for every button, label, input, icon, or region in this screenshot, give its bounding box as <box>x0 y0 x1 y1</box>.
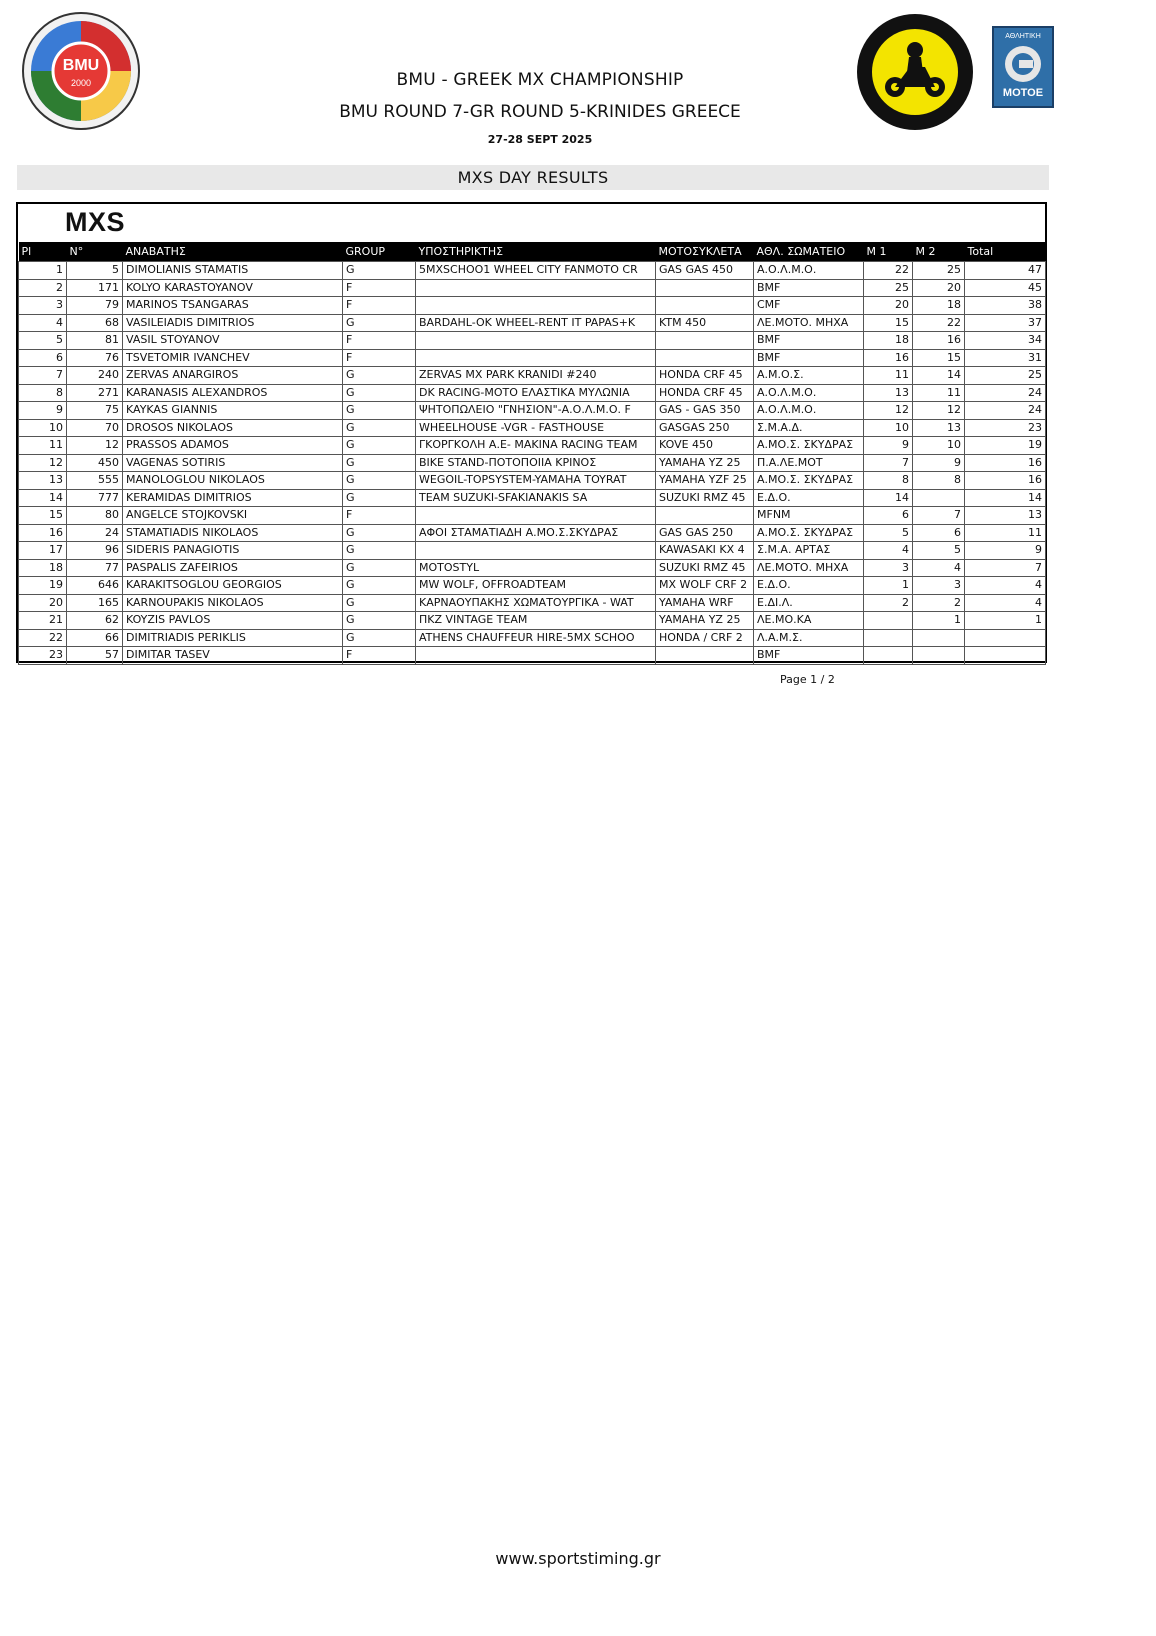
cell-sponsor: ΚΑΡΝΑΟΥΠΑΚΗΣ ΧΩΜΑΤΟΥΡΓΙΚΑ - WAT <box>416 594 656 612</box>
cell-club: BMF <box>754 647 864 665</box>
cell-m2: 16 <box>913 332 965 350</box>
cell-rider: STAMATIADIS NIKOLAOS <box>123 524 343 542</box>
cell-bike <box>656 332 754 350</box>
cell-total: 13 <box>965 507 1046 525</box>
cell-rider: KERAMIDAS DIMITRIOS <box>123 489 343 507</box>
cell-pl: 4 <box>19 314 67 332</box>
table-row <box>19 349 1046 367</box>
cell-sponsor: WEGOIL-TOPSYSTEM-YAMAHA TOYRAT <box>416 472 656 490</box>
round-title: BMU ROUND 7-GR ROUND 5-KRINIDES GREECE <box>339 102 741 122</box>
cell-no: 68 <box>67 314 123 332</box>
col-header-club: ΑΘΛ. ΣΩΜΑΤΕΙΟ <box>754 242 864 262</box>
cell-bike: HONDA CRF 45 <box>656 384 754 402</box>
cell-bike: GAS GAS 450 <box>656 262 754 280</box>
cell-bike: HONDA / CRF 2 <box>656 629 754 647</box>
cell-group: F <box>343 507 416 525</box>
cell-total: 37 <box>965 314 1046 332</box>
cell-m1: 11 <box>864 367 913 385</box>
cell-club: BMF <box>754 279 864 297</box>
cell-no: 777 <box>67 489 123 507</box>
cell-pl: 13 <box>19 472 67 490</box>
cell-m1: 7 <box>864 454 913 472</box>
cell-rider: TSVETOMIR IVANCHEV <box>123 349 343 367</box>
cell-sponsor: ATHENS CHAUFFEUR HIRE-5MX SCHOO <box>416 629 656 647</box>
cell-sponsor: ΓΚΟΡΓΚΟΛΗ Α.Ε- MAKINA RACING TEAM <box>416 437 656 455</box>
table-row <box>19 367 1046 385</box>
cell-m2: 20 <box>913 279 965 297</box>
cell-sponsor: MOTOSTYL <box>416 559 656 577</box>
cell-bike: KOVE 450 <box>656 437 754 455</box>
cell-bike: YAMAHA YZF 25 <box>656 472 754 490</box>
cell-pl: 15 <box>19 507 67 525</box>
cell-bike: GASGAS 250 <box>656 419 754 437</box>
col-header-total: Total <box>965 242 1046 262</box>
cell-m2: 14 <box>913 367 965 385</box>
cell-sponsor: BARDAHL-OK WHEEL-RENT IT PAPAS+K <box>416 314 656 332</box>
cell-rider: KAYKAS GIANNIS <box>123 402 343 420</box>
table-row <box>19 647 1046 665</box>
table-row <box>19 507 1046 525</box>
cell-rider: KARANASIS ALEXANDROS <box>123 384 343 402</box>
cell-pl: 3 <box>19 297 67 315</box>
cell-total: 19 <box>965 437 1046 455</box>
cell-club: MFNM <box>754 507 864 525</box>
cell-club: BMF <box>754 332 864 350</box>
cell-total: 9 <box>965 542 1046 560</box>
cell-group: F <box>343 332 416 350</box>
cell-no: 450 <box>67 454 123 472</box>
cell-no: 75 <box>67 402 123 420</box>
cell-bike <box>656 297 754 315</box>
cell-bike: HONDA CRF 45 <box>656 367 754 385</box>
cell-m1: 10 <box>864 419 913 437</box>
col-header-no: N° <box>67 242 123 262</box>
cell-bike <box>656 507 754 525</box>
cell-rider: DIMITRIADIS PERIKLIS <box>123 629 343 647</box>
cell-bike: GAS GAS 250 <box>656 524 754 542</box>
cell-group: G <box>343 594 416 612</box>
table-row <box>19 472 1046 490</box>
cell-bike: MX WOLF CRF 2 <box>656 577 754 595</box>
table-row <box>19 419 1046 437</box>
cell-rider: DIMOLIANIS STAMATIS <box>123 262 343 280</box>
cell-total: 47 <box>965 262 1046 280</box>
cell-rider: SIDERIS PANAGIOTIS <box>123 542 343 560</box>
cell-club: Α.ΜΟ.Σ. ΣΚΥΔΡΑΣ <box>754 437 864 455</box>
cell-total <box>965 629 1046 647</box>
cell-pl: 1 <box>19 262 67 280</box>
cell-rider: PRASSOS ADAMOS <box>123 437 343 455</box>
table-row <box>19 454 1046 472</box>
table-row <box>19 437 1046 455</box>
cell-m1: 9 <box>864 437 913 455</box>
cell-group: G <box>343 629 416 647</box>
cell-total: 38 <box>965 297 1046 315</box>
table-row <box>19 577 1046 595</box>
cell-pl: 23 <box>19 647 67 665</box>
cell-m1: 14 <box>864 489 913 507</box>
col-header-m1: M 1 <box>864 242 913 262</box>
cell-no: 76 <box>67 349 123 367</box>
cell-bike: SUZUKI RMZ 45 <box>656 559 754 577</box>
cell-no: 271 <box>67 384 123 402</box>
cell-m1: 8 <box>864 472 913 490</box>
cell-bike: KAWASAKI KX 4 <box>656 542 754 560</box>
cell-no: 79 <box>67 297 123 315</box>
results-table <box>18 242 1046 665</box>
cell-sponsor <box>416 647 656 665</box>
cell-m1: 3 <box>864 559 913 577</box>
cell-group: G <box>343 454 416 472</box>
cell-rider: KARAKITSOGLOU GEORGIOS <box>123 577 343 595</box>
class-label: MXS <box>65 207 126 237</box>
cell-sponsor <box>416 297 656 315</box>
cell-bike: YAMAHA YZ 25 <box>656 454 754 472</box>
cell-sponsor: DK RACING-MOTO ΕΛΑΣΤΙΚΑ ΜΥΛΩΝΙΑ <box>416 384 656 402</box>
cell-total: 14 <box>965 489 1046 507</box>
cell-club: Α.ΜΟ.Σ. ΣΚΥΔΡΑΣ <box>754 524 864 542</box>
cell-total: 23 <box>965 419 1046 437</box>
cell-m2: 12 <box>913 402 965 420</box>
cell-no: 77 <box>67 559 123 577</box>
cell-group: G <box>343 472 416 490</box>
cell-bike: KTM 450 <box>656 314 754 332</box>
cell-club: Α.ΜΟ.Σ. ΣΚΥΔΡΑΣ <box>754 472 864 490</box>
cell-group: G <box>343 367 416 385</box>
cell-m2: 4 <box>913 559 965 577</box>
cell-m2 <box>913 647 965 665</box>
cell-pl: 22 <box>19 629 67 647</box>
cell-group: F <box>343 647 416 665</box>
motoe-logo-text: MOTOE <box>1002 87 1044 99</box>
cell-pl: 8 <box>19 384 67 402</box>
cell-group: G <box>343 419 416 437</box>
cell-bike: GAS - GAS 350 <box>656 402 754 420</box>
cell-m2: 9 <box>913 454 965 472</box>
cell-sponsor: ZERVAS MX PARK KRANIDI #240 <box>416 367 656 385</box>
cell-pl: 17 <box>19 542 67 560</box>
cell-group: G <box>343 384 416 402</box>
motoe-logo-top-text: ΑΘΛΗΤΙΚΗ <box>1005 33 1041 40</box>
cell-m2 <box>913 629 965 647</box>
cell-group: F <box>343 279 416 297</box>
cell-pl: 21 <box>19 612 67 630</box>
cell-group: G <box>343 402 416 420</box>
cell-pl: 10 <box>19 419 67 437</box>
cell-no: 66 <box>67 629 123 647</box>
cell-total: 25 <box>965 367 1046 385</box>
cell-rider: VAGENAS SOTIRIS <box>123 454 343 472</box>
cell-no: 70 <box>67 419 123 437</box>
cell-group: F <box>343 349 416 367</box>
cell-rider: ZERVAS ANARGIROS <box>123 367 343 385</box>
cell-group: G <box>343 314 416 332</box>
cell-m1: 20 <box>864 297 913 315</box>
page-number: Page 1 / 2 <box>780 673 835 686</box>
cell-club: Α.Μ.Ο.Σ. <box>754 367 864 385</box>
table-row <box>19 629 1046 647</box>
cell-group: G <box>343 612 416 630</box>
cell-m1 <box>864 647 913 665</box>
cell-m1: 22 <box>864 262 913 280</box>
cell-sponsor: WHEELHOUSE -VGR - FASTHOUSE <box>416 419 656 437</box>
cell-sponsor <box>416 279 656 297</box>
table-row <box>19 559 1046 577</box>
cell-m2: 1 <box>913 612 965 630</box>
cell-m1 <box>864 612 913 630</box>
cell-rider: PASPALIS ZAFEIRIOS <box>123 559 343 577</box>
event-date: 27-28 SEPT 2025 <box>487 133 593 146</box>
motoe-logo <box>992 26 1054 108</box>
cell-m2: 7 <box>913 507 965 525</box>
cell-sponsor: ΑΦΟΙ ΣΤΑΜΑΤΙΑΔΗ Α.ΜΟ.Σ.ΣΚΥΔΡΑΣ <box>416 524 656 542</box>
table-row <box>19 594 1046 612</box>
cell-rider: ANGELCE STOJKOVSKI <box>123 507 343 525</box>
cell-bike: YAMAHA WRF <box>656 594 754 612</box>
cell-bike <box>656 349 754 367</box>
cell-no: 165 <box>67 594 123 612</box>
cell-sponsor <box>416 542 656 560</box>
cell-total: 34 <box>965 332 1046 350</box>
cell-bike <box>656 647 754 665</box>
cell-total: 31 <box>965 349 1046 367</box>
cell-rider: KARNOUPAKIS NIKOLAOS <box>123 594 343 612</box>
cell-pl: 5 <box>19 332 67 350</box>
cell-total: 1 <box>965 612 1046 630</box>
cell-pl: 14 <box>19 489 67 507</box>
cell-bike <box>656 279 754 297</box>
table-row <box>19 332 1046 350</box>
results-title: MXS DAY RESULTS <box>17 165 1049 190</box>
cell-no: 5 <box>67 262 123 280</box>
cell-group: G <box>343 489 416 507</box>
col-header-sponsor: ΥΠΟΣΤΗΡΙΚΤΗΣ <box>416 242 656 262</box>
cell-club: Α.Ο.Λ.Μ.Ο. <box>754 262 864 280</box>
col-header-pl: Pl <box>19 242 67 262</box>
cell-total: 16 <box>965 454 1046 472</box>
cell-no: 62 <box>67 612 123 630</box>
col-header-rider: ΑΝΑΒΑΤΗΣ <box>123 242 343 262</box>
cell-club: Π.Α.ΛΕ.ΜΟΤ <box>754 454 864 472</box>
cell-pl: 9 <box>19 402 67 420</box>
cell-m2: 5 <box>913 542 965 560</box>
table-row <box>19 489 1046 507</box>
cell-m1: 18 <box>864 332 913 350</box>
col-header-m2: M 2 <box>913 242 965 262</box>
footer-url: www.sportstiming.gr <box>495 1549 661 1568</box>
cell-group: G <box>343 524 416 542</box>
cell-no: 81 <box>67 332 123 350</box>
cell-m1: 2 <box>864 594 913 612</box>
cell-sponsor: ΠΚΖ VINTAGE TEAM <box>416 612 656 630</box>
cell-pl: 16 <box>19 524 67 542</box>
cell-club: Σ.Μ.Α. ΑΡΤΑΣ <box>754 542 864 560</box>
cell-total: 4 <box>965 594 1046 612</box>
cell-total: 24 <box>965 402 1046 420</box>
table-row <box>19 542 1046 560</box>
cell-m2: 25 <box>913 262 965 280</box>
cell-m2: 3 <box>913 577 965 595</box>
cell-m2: 22 <box>913 314 965 332</box>
cell-rider: KOYZIS PAVLOS <box>123 612 343 630</box>
cell-rider: MARINOS TSANGARAS <box>123 297 343 315</box>
cell-no: 171 <box>67 279 123 297</box>
cell-club: Α.Ο.Λ.Μ.Ο. <box>754 402 864 420</box>
cell-total <box>965 647 1046 665</box>
cell-group: G <box>343 577 416 595</box>
cell-club: BMF <box>754 349 864 367</box>
cell-m1: 15 <box>864 314 913 332</box>
cell-m1: 5 <box>864 524 913 542</box>
cell-group: G <box>343 559 416 577</box>
table-row <box>19 262 1046 280</box>
cell-club: Σ.Μ.Α.Δ. <box>754 419 864 437</box>
cell-no: 96 <box>67 542 123 560</box>
table-row <box>19 524 1046 542</box>
cell-pl: 18 <box>19 559 67 577</box>
cell-total: 4 <box>965 577 1046 595</box>
cell-m1: 16 <box>864 349 913 367</box>
cell-m1 <box>864 629 913 647</box>
cell-group: G <box>343 542 416 560</box>
cell-group: F <box>343 297 416 315</box>
bmu-logo-subtext: 2000 <box>70 78 92 88</box>
cell-total: 7 <box>965 559 1046 577</box>
table-row <box>19 297 1046 315</box>
table-row <box>19 384 1046 402</box>
cell-bike: YAMAHA YZ 25 <box>656 612 754 630</box>
cell-club: ΛΕ.ΜΟΤΟ. ΜΗΧΑ <box>754 314 864 332</box>
cell-m2: 11 <box>913 384 965 402</box>
cell-no: 57 <box>67 647 123 665</box>
cell-m2: 10 <box>913 437 965 455</box>
championship-title: BMU - GREEK MX CHAMPIONSHIP <box>396 70 684 90</box>
cell-no: 80 <box>67 507 123 525</box>
cell-m1: 13 <box>864 384 913 402</box>
cell-rider: MANOLOGLOU NIKOLAOS <box>123 472 343 490</box>
cell-total: 45 <box>965 279 1046 297</box>
cell-pl: 12 <box>19 454 67 472</box>
table-header-row <box>19 242 1046 262</box>
cell-total: 16 <box>965 472 1046 490</box>
cell-sponsor: BIKE STAND-ΠΟΤΟΠΟΙΙΑ ΚΡΙΝΟΣ <box>416 454 656 472</box>
cell-club: Ε.Δ.Ο. <box>754 489 864 507</box>
bmu-logo-text: BMU <box>62 57 100 74</box>
cell-club: ΛΕ.ΜΟ.ΚΑ <box>754 612 864 630</box>
cell-m1: 12 <box>864 402 913 420</box>
cell-total: 24 <box>965 384 1046 402</box>
cell-pl: 7 <box>19 367 67 385</box>
cell-sponsor: MW WOLF, OFFROADTEAM <box>416 577 656 595</box>
cell-m1: 4 <box>864 542 913 560</box>
cell-m2 <box>913 489 965 507</box>
cell-bike: SUZUKI RMZ 45 <box>656 489 754 507</box>
cell-m2: 15 <box>913 349 965 367</box>
cell-m2: 13 <box>913 419 965 437</box>
cell-sponsor <box>416 332 656 350</box>
cell-club: Α.Ο.Λ.Μ.Ο. <box>754 384 864 402</box>
motorcycle-club-logo <box>855 12 975 132</box>
cell-m2: 6 <box>913 524 965 542</box>
cell-pl: 6 <box>19 349 67 367</box>
cell-group: G <box>343 262 416 280</box>
results-body <box>19 262 1046 665</box>
cell-rider: VASIL STOYANOV <box>123 332 343 350</box>
cell-m1: 6 <box>864 507 913 525</box>
table-row <box>19 279 1046 297</box>
cell-club: CMF <box>754 297 864 315</box>
cell-rider: DROSOS NIKOLAOS <box>123 419 343 437</box>
cell-club: Ε.ΔΙ.Λ. <box>754 594 864 612</box>
cell-m1: 25 <box>864 279 913 297</box>
cell-pl: 2 <box>19 279 67 297</box>
cell-pl: 19 <box>19 577 67 595</box>
cell-no: 555 <box>67 472 123 490</box>
cell-sponsor: TEAM SUZUKI-SFAKIANAKIS SA <box>416 489 656 507</box>
cell-sponsor: ΨΗΤΟΠΩΛΕΙΟ "ΓΝΗΣΙΟΝ"-Α.Ο.Λ.Μ.Ο. F <box>416 402 656 420</box>
cell-rider: KOLYO KARASTOYANOV <box>123 279 343 297</box>
cell-m2: 2 <box>913 594 965 612</box>
cell-rider: VASILEIADIS DIMITRIOS <box>123 314 343 332</box>
cell-total: 11 <box>965 524 1046 542</box>
cell-m2: 8 <box>913 472 965 490</box>
cell-m2: 18 <box>913 297 965 315</box>
cell-pl: 11 <box>19 437 67 455</box>
cell-pl: 20 <box>19 594 67 612</box>
cell-group: G <box>343 437 416 455</box>
col-header-bike: ΜΟΤΟΣΥΚΛΕΤΑ <box>656 242 754 262</box>
cell-club: Λ.Α.Μ.Σ. <box>754 629 864 647</box>
cell-club: Ε.Δ.Ο. <box>754 577 864 595</box>
cell-rider: DIMITAR TASEV <box>123 647 343 665</box>
bmu-logo <box>19 10 143 132</box>
table-row <box>19 314 1046 332</box>
cell-no: 12 <box>67 437 123 455</box>
cell-m1: 1 <box>864 577 913 595</box>
table-row <box>19 402 1046 420</box>
cell-sponsor <box>416 507 656 525</box>
cell-sponsor <box>416 349 656 367</box>
col-header-group: GROUP <box>343 242 416 262</box>
cell-no: 240 <box>67 367 123 385</box>
cell-no: 24 <box>67 524 123 542</box>
cell-no: 646 <box>67 577 123 595</box>
table-row <box>19 612 1046 630</box>
cell-club: ΛΕ.ΜΟΤΟ. ΜΗΧΑ <box>754 559 864 577</box>
cell-sponsor: 5MXSCHOO1 WHEEL CITY FANMOTO CR <box>416 262 656 280</box>
